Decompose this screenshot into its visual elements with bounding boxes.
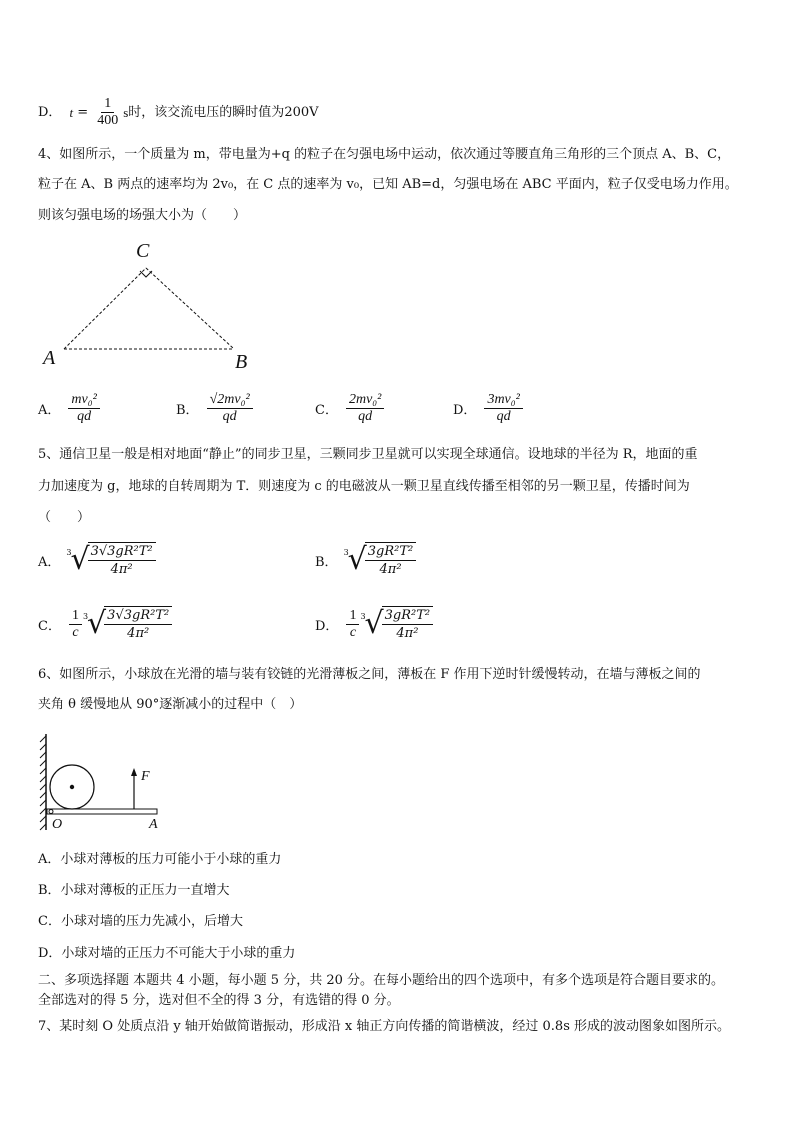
q4-opt-b-label: B． — [176, 403, 199, 418]
q4-opt-a-num: mv₀² — [68, 392, 99, 409]
q4-opt-d-label: D． — [453, 403, 477, 418]
q3d-label: D． — [38, 104, 62, 120]
q4-option-d[interactable] — [453, 392, 525, 425]
point-o-label: O — [52, 817, 63, 832]
q4-opt-c-den: qd — [358, 409, 373, 424]
q5-opt-b-label: B． — [315, 554, 338, 570]
q5-opt-a-num: 3√3gR²T² — [88, 543, 156, 561]
q4-opt-d-den: qd — [496, 409, 511, 424]
q5-opt-d-num: 3gR²T² — [382, 607, 433, 625]
ball-wall-figure — [38, 730, 168, 832]
vertex-a-label: A — [43, 347, 56, 369]
q4-line3: 则该匀强电场的场强大小为（ ） — [38, 208, 247, 223]
q5-opt-b-num: 3gR²T² — [365, 543, 416, 561]
q7-line1: 7、某时刻 O 处质点沿 y 轴开始做简谐振动，形成沿 x 轴正方向传播的简谐横波，经过 0.8s 形成的波动图象如图所示。 — [38, 1019, 731, 1034]
q5-option-a[interactable]: A． 3 √ $\frac{\text{3√3gR²T²}}{\text{4π²}}$ — [38, 542, 156, 578]
q5-line1: 5、通信卫星一般是相对地面“静止”的同步卫星，三颗同步卫星就可以实现全球通信。设地球的半径为 R，地面的重 — [38, 447, 698, 462]
q5-option-c[interactable]: C． $\frac{1}{c}$ 3 √ $\frac{\text{3√3gR²T²}}{\text{4π²}}$ — [38, 606, 172, 642]
force-f-label: F — [141, 769, 150, 784]
q4-opt-d-num: 3mv₀² — [484, 392, 522, 409]
q5-opt-a-index: 3 — [66, 547, 72, 557]
triangle-figure — [38, 236, 268, 376]
q5-opt-b-index: 3 — [343, 547, 349, 557]
q5-line3: （ ） — [38, 510, 91, 525]
q4-opt-a-den: qd — [77, 409, 92, 424]
q3d-fraction — [94, 96, 121, 129]
q5-opt-c-num: 3√3gR²T² — [104, 607, 172, 625]
q5-opt-d-index: 3 — [360, 611, 366, 621]
q6-option-c[interactable]: C．小球对墙的压力先减小，后增大 — [38, 914, 243, 929]
q4-line2: 粒子在 A、B 两点的速率均为 2v₀，在 C 点的速率为 v₀，已知 AB=d，匀强电场在 ABC 平面内，粒子仅受电场力作用。 — [38, 177, 738, 192]
q3d-unit: s — [123, 104, 129, 120]
q5-option-b[interactable]: B． 3 √ $\frac{\text{3gR²T²}}{\text{4π²}}$ — [315, 542, 416, 578]
q6-line2: 夹角 θ 缓慢地从 90°逐渐减小的过程中（ ） — [38, 697, 303, 712]
q5-opt-d-den: 4π² — [396, 626, 419, 641]
point-a-label: A — [149, 817, 158, 832]
q6-option-a[interactable]: A．小球对薄板的压力可能小于小球的重力 — [38, 852, 282, 867]
q3d-text: 时，该交流电压的瞬时值为 — [128, 104, 285, 120]
q3d-den: 400 — [97, 113, 119, 128]
vertex-b-label: B — [235, 351, 248, 373]
q5-opt-c-label: C． — [38, 618, 61, 634]
q6-line1: 6、如图所示，小球放在光滑的墙与装有铰链的光滑薄板之间，薄板在 F 作用下逆时针缓慢转动，在墙与薄板之间的 — [38, 667, 701, 682]
q5-opt-a-label: A． — [38, 554, 61, 570]
q4-opt-c-label: C． — [315, 403, 338, 418]
q5-line2: 力加速度为 g，地球的自转周期为 T．则速度为 c 的电磁波从一颗卫星直线传播至相邻的另一颗卫星，传播时间为 — [38, 479, 690, 494]
q4-option-a[interactable] — [38, 392, 102, 425]
q5-opt-d-label: D． — [315, 618, 339, 634]
vertex-c-label: C — [136, 240, 150, 262]
q3-option-d — [38, 96, 319, 129]
section2-line2: 全部选对的得 5 分，选对但不全的得 3 分，有选错的得 0 分。 — [38, 993, 400, 1008]
q5-opt-c-den: 4π² — [127, 626, 150, 641]
q5-opt-a-den: 4π² — [110, 562, 133, 577]
q4-opt-b-num: √2mv₀² — [207, 392, 253, 409]
q4-option-b[interactable] — [176, 392, 255, 425]
q6-option-d[interactable]: D．小球对墙的正压力不可能大于小球的重力 — [38, 946, 296, 961]
q4-opt-c-num: 2mv₀² — [346, 392, 384, 409]
q4-opt-a-label: A． — [38, 403, 61, 418]
q3d-t: t — [69, 104, 74, 120]
q4-line1: 4、如图所示，一个质量为 m，带电量为+q 的粒子在匀强电场中运动，依次通过等腰直角三角形的三个顶点 A、B、C， — [38, 147, 731, 162]
q3d-num: 1 — [101, 96, 114, 113]
q5-option-d[interactable]: D． $\frac{1}{c}$ 3 √ $\frac{\text{3gR²T²}}{\text{4π²}}$ — [315, 606, 433, 642]
q5-opt-b-den: 4π² — [379, 562, 402, 577]
q4-opt-b-den: qd — [222, 409, 237, 424]
q3d-eq: = — [73, 104, 93, 120]
q5-opt-c-index: 3 — [82, 611, 89, 621]
q4-option-c[interactable] — [315, 392, 386, 425]
section2-line1: 二、多项选择题 本题共 4 小题，每小题 5 分，共 20 分。在每小题给出的四个选项中，有多个选项是符合题目要求的。 — [38, 973, 725, 988]
q6-option-b[interactable]: B．小球对薄板的正压力一直增大 — [38, 883, 230, 898]
q3d-val: 200V — [284, 104, 319, 120]
